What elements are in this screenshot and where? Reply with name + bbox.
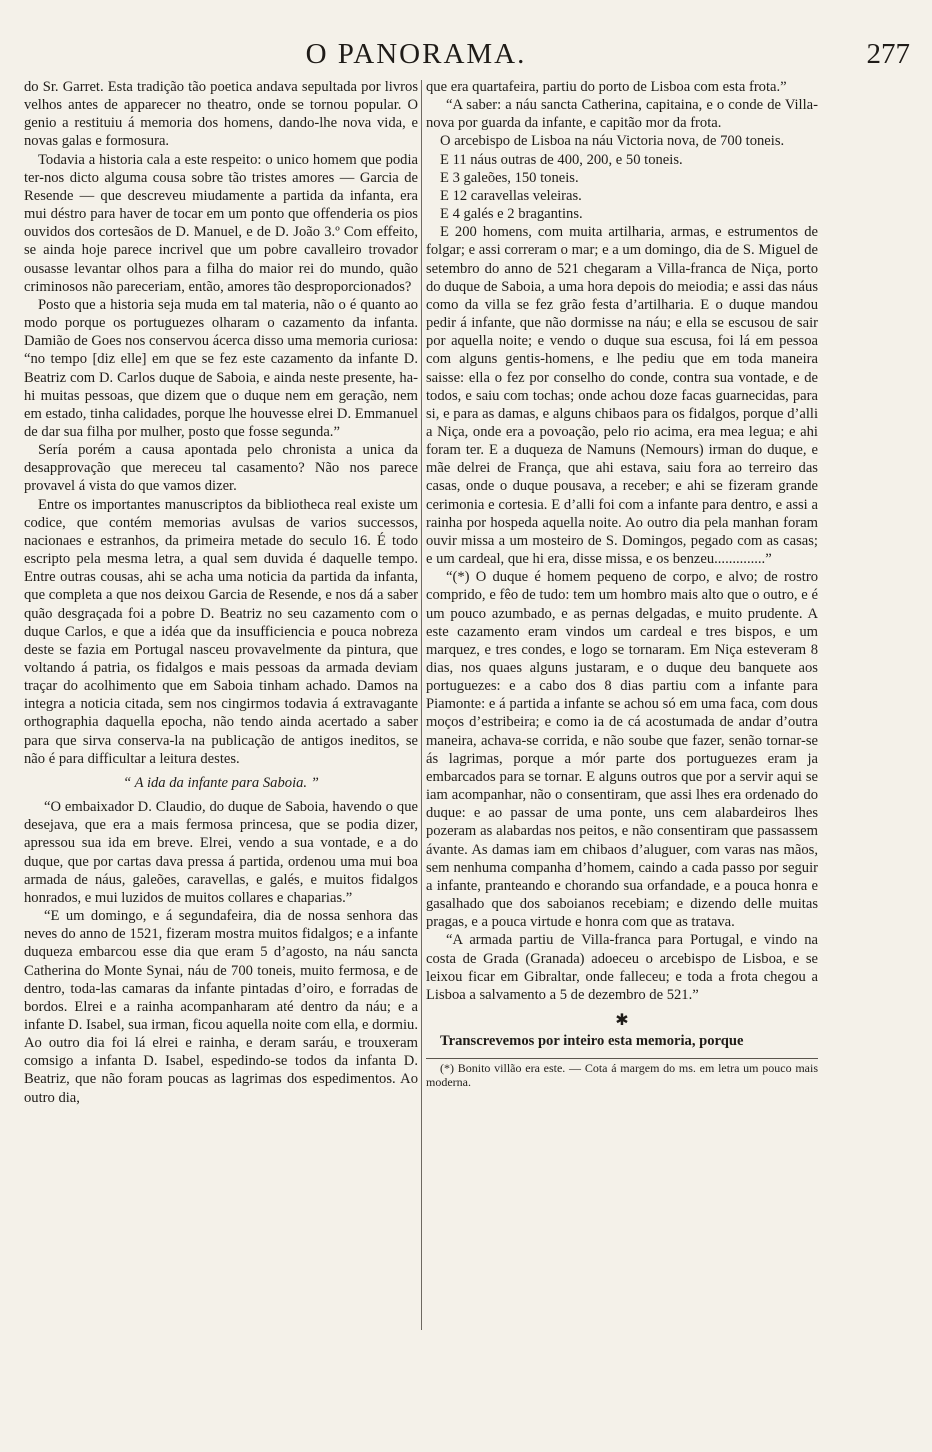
left-column [24,78,418,1107]
paragraph: O arcebispo de Lisboa na náu Victoria nova, de 700 toneis. [440,133,785,150]
footnote-rule [426,1058,818,1059]
journal-title: O PANORAMA. [305,38,527,70]
quoted-paragraph: “(*) O duque é homem pequeno de corpo, e alvo; de rostro comprido, e fêo de tudo: tem um hombro mais alto que o outro, e é um pouco azumbado, e as pernas delgadas, e muito prudente. A este cazamento eram vindos um cardeal e tres bispos, e um marquez, e tres condes, e logo se tornaram. Em Niça esteveram 8 dias, nos quaes alguns justaram, e o duque deu banquete aos portuguezes: e a cabo dos 8 dias partiu com a infante para Piamonte: e á partida a infante se achou só em uma faca, com dous moços d’estribeira; e como ia de cá acostumada de andar d’outra maneira, achava-se corrida, e não soube que fazer, senão tornar-se ás lagrimas, porque a mór parte dos portuguezes eram ja embarcados para se tornar. E alguns outros que por a servir aqui se iam acompanhar, não o consentiram, que assi lhes era ordenado do duque: e ao passar de uma ponte, uns cem alabardeiros lhes pozeram as alabardas nos peitos, e não consentiram que passassem ávante. As damas iam em chibaos d’aluguer, com varas nas mãos, sem nenhuma companha d’homem, caindo a cada passo por seguir a infante, pranteando e chorando sua orfandade, e a pouca honra e gasalhado que dos saboianos recebiam; e dizendo delle muitas pragas, e a pouca virtude e honra com que as tratava. [426,569,818,931]
paragraph: Sería porém a causa apontada pelo chronista a unica da desapprovação que mereceu tal casamento? Não nos parece provavel á vista do que vamos dizer. [24,442,418,495]
section-heading: “ A ida da infante para Saboia. ” [123,774,319,791]
quoted-paragraph: “E um domingo, e á segundafeira, dia de nossa senhora das neves do anno de 1521, fizeram mostra muitos fidalgos; e a infante duqueza embarcou esse dia que eram 5 d’agosto, na náu sancta Catherina do Monte Synai, náu de 700 toneis, muito fermosa, e de dentro, toda-las camaras da infante pintadas d’oiro, e forradas de bordos. Elrei e a rainha acompanharam até dentro da náu; e a infante D. Isabel, sua irman, ficou aquella noite com ella, e dormiu. Ao outro dia foi lá elrei e rainha, e deram saráu, e trouxeram comsigo a infanta D. Isabel, espedindo-se todos da infanta D. Beatriz, que não foram poucas as lagrimas dos espedimentos. Ao outro dia, [24,908,418,1106]
paragraph: do Sr. Garret. Esta tradição tão poetica andava sepultada por livros velhos antes de apparecer no theatro, onde se tornou popular. O genio a restituiu á memoria dos homens, dando-lhe nova vida, e novas galas e formosura. [24,79,418,150]
paragraph: Entre os importantes manuscriptos da bibliotheca real existe um codice, que contém memorias avulsas de varios successos, nacionaes e estranhos, da primeira metade do seculo 16. É todo escripto pela mesma letra, a qual sem duvida é daquelle tempo. Entre outras cousas, ahi se acha uma noticia da partida da infanta, que completa a que nos deixou Garcia de Resende, e nos dá a saber quão desgraçada foi a pobre D. Beatriz no seu cazamento com o duque Carlos, e que a idéa que da insufficiencia e pouca nobreza deste se fazia em Portugal nasceu provavelmente da pintura, que voltando á patria, os fidalgos e mais pessoas da armada deviam traçar do acolhimento que em Saboia tinham achado. Damos na integra a noticia citada, sem nos cingirmos todavia á extravagante orthographia daquella epocha, não tendo ainda acertado a saber para que sirva conserva-la na publicação de antigos ineditos, se não é para difficultar a leitura destes. [24,496,418,767]
paragraph: Posto que a historia seja muda em tal materia, não o é quanto ao modo porque os portuguezes olharam o cazamento da infanta. Damião de Goes nos conservou ácerca disso uma memoria curiosa: “no tempo [diz elle] em que se fez este cazamento da infante D. Beatriz com D. Carlos duque de Saboia, e ainda neste presente, ha-hi muitas pessoas, que dizem que o duque nem em geração, nem em estado, tinha calidades, porque lhe houvesse elrei D. Emmanuel de dar sua filha por mulher, posto que fosse segunda.” [24,296,418,440]
list-item: E 12 caravellas veleiras. [440,187,582,204]
fleet-list [426,151,818,224]
paragraph: Todavia a historia cala a este respeito: o unico homem que podia ter-nos dicto alguma cousa sobre tão tristes amores — Garcia de Resende — que descreveu miudamente a partida da infanta, era mui déstro para haver de tocar em um ponto que offenderia os pios ouvidos dos cortesãos de D. Manuel, e de D. João 3.º Com effeito, se ainda hoje parece incrivel que um pobre cavalleiro trovador ousasse levantar olhos para a filha do maior rei do mundo, quão criminosos não pareceriam, então, amores tão desproporcionados? [24,151,418,295]
page-number: 277 [866,38,910,70]
right-column [426,78,818,1089]
footnote: (*) Bonito villão era este. — Cota á margem do ms. em letra um pouco mais moderna. [426,1061,818,1090]
list-item: E 3 galeões, 150 toneis. [440,169,579,186]
closing-line: Transcrevemos por inteiro esta memoria, porque [440,1033,744,1050]
quoted-paragraph: “O embaixador D. Claudio, do duque de Saboia, havendo o que desejava, que era a mais fermosa princesa, que se podia dizer, apressou sua ida em breve. Elrei, vendo a sua vontade, e a do duque, que por cartas dava pressa á partida, ordenou uma mui boa armada de náus, galeões, caravellas, e galés, e muitos fidalgos honrados, e mui luzidos de muitos collares e chaparias.” [24,799,418,906]
quoted-paragraph: “A armada partiu de Villa-franca para Portugal, e vindo na costa de Grada (Granada) adoeceu o arcebispo de Lisboa, e se leixou ficar em Gibraltar, onde falleceu; e toda a frota chegou a Lisboa a salvamento a 5 de dezembro de 521.” [426,932,818,1003]
list-item: E 11 náus outras de 400, 200, e 50 toneis. [440,151,683,168]
page-header [24,38,910,74]
quoted-paragraph: “A saber: a náu sancta Catherina, capitaina, e o conde de Villa-nova por guarda da infante, e capitão mor da frota. [426,97,818,132]
paragraph: que era quartafeira, partiu do porto de Lisboa com esta frota.” [426,79,787,95]
list-item: E 4 galés e 2 bragantins. [440,206,583,223]
column-divider [421,80,422,1330]
asterism-separator: ✱ [615,1011,629,1029]
paragraph: E 200 homens, com muita artilharia, armas, e estrumentos de folgar; e assi correram o mar; e a um domingo, dia de S. Miguel de setembro do anno de 521 chegaram a Villa-franca de Niça, porto do duque de Saboia, a uma hora depois do meiodia; e assi das náus como da villa se fez grão festa d’artilharia. E o duque mandou pedir á infante, que não dormisse na náu; e ella se escusou de sair por aquella noite; e vendo o duque sua escusa, foi lá em pessoa com alguns gentis-homens, e lhe pediu que em toda maneira saisse: ella o fez por conselho do conde, contra sua vontade, e de todos, e saiu com tochas; onde achou doze facas guarnecidas, para si, e para as damas, e alguns chibaos para os fidalgos, porque d’alli a Niça, onde era a povoação, pelo rio acima, era mea legua; e ahi foram ter. E a duqueza de Namuns (Nemours) irman do duque, e mãe delrei de França, que ahi estava, saiu fora ao terreiro das casas, onde o duque pousava, a receber; e ahi se fizeram grande cerimonia e cortesia. E d’alli foi com a infante para dentro, e assi a rainha por hospeda aquella noite. Ao outro dia pela manhan foram ouvir missa a um mosteiro de S. Domingos, pegado com as casas; e um cardeal, que hi era, disse missa, e os benzeu..............” [426,224,818,568]
